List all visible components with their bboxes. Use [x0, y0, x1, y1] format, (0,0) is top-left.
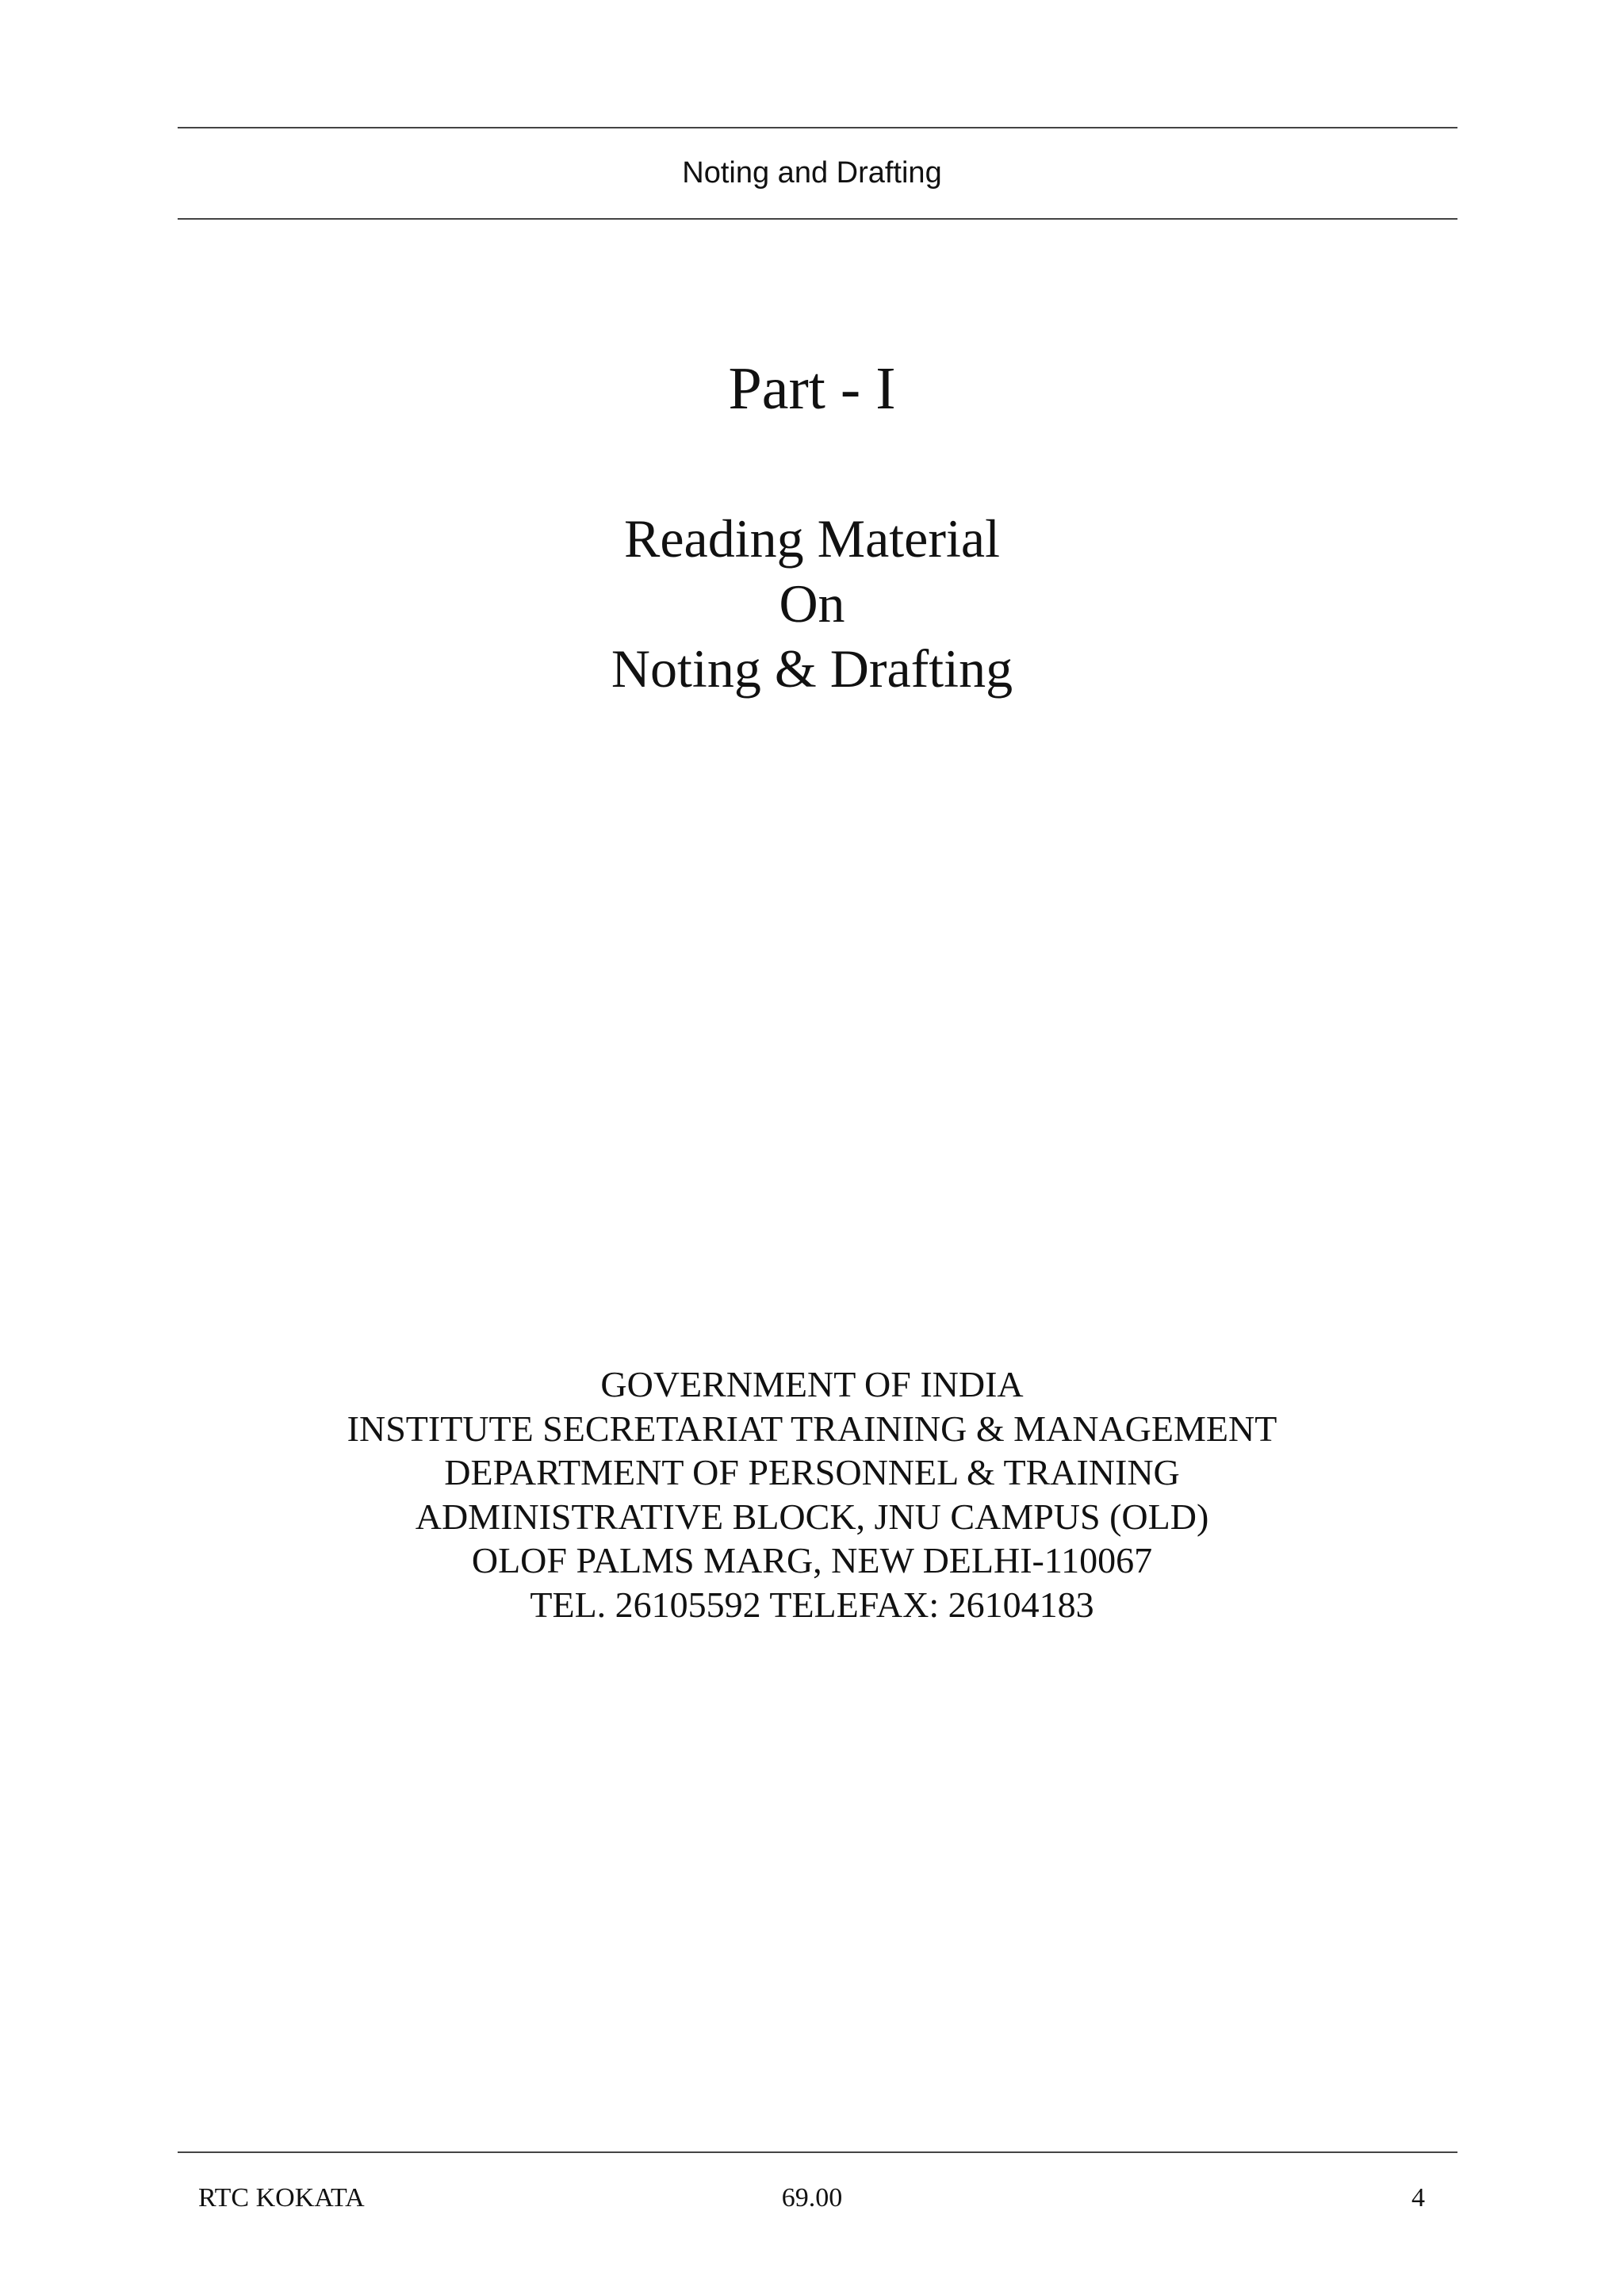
document-title: [0, 506, 1624, 701]
title-line: On: [779, 573, 845, 634]
address-line: INSTITUTE SECRETARIAT TRAINING & MANAGEMENT: [347, 1408, 1277, 1449]
institute-address: [0, 1362, 1624, 1626]
footer-center-text: 69.00: [781, 2183, 843, 2213]
header-bottom-rule: [178, 218, 1457, 220]
address-line: ADMINISTRATIVE BLOCK, JNU CAMPUS (OLD): [415, 1496, 1209, 1537]
part-title: Part - I: [728, 355, 896, 422]
header-top-rule: [178, 127, 1457, 128]
address-line: DEPARTMENT OF PERSONNEL & TRAINING: [444, 1452, 1180, 1492]
address-line: TEL. 26105592 TELEFAX: 26104183: [530, 1584, 1094, 1625]
running-header: Noting and Drafting: [682, 156, 942, 190]
footer-left-text: RTC KOKATA: [198, 2183, 365, 2213]
address-line: OLOF PALMS MARG, NEW DELHI-110067: [471, 1540, 1153, 1580]
page-number: 4: [1411, 2183, 1425, 2213]
title-line: Noting & Drafting: [611, 638, 1013, 699]
footer-rule: [178, 2151, 1457, 2153]
address-line: GOVERNMENT OF INDIA: [600, 1364, 1024, 1404]
title-line: Reading Material: [624, 508, 1000, 569]
